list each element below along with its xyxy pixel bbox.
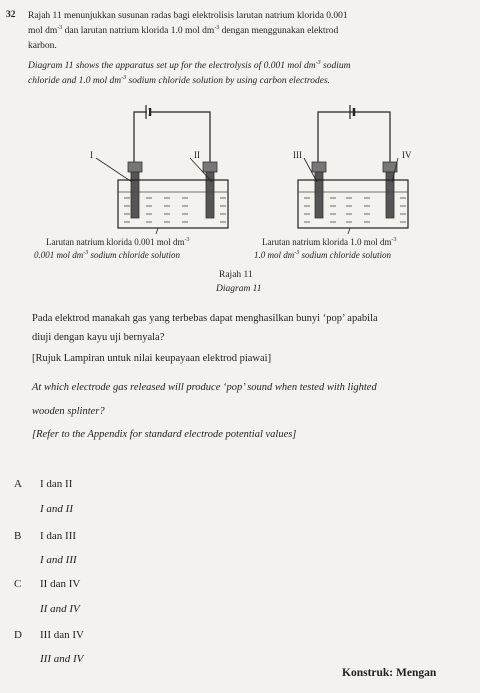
option-c-ms[interactable]: II dan IV xyxy=(40,578,81,590)
electrode-label-3: III xyxy=(293,150,302,160)
left-caption-ms: Larutan natrium klorida 0.001 mol $dm^{-3}$ xyxy=(46,237,190,247)
left-electrolysis-apparatus xyxy=(80,100,230,235)
question-ms-line3: karbon. xyxy=(28,41,57,51)
option-d-letter[interactable]: D xyxy=(14,629,22,641)
question-en-text-1: At which electrode gas released will produce ‘pop’ sound when tested with lighted xyxy=(32,382,377,393)
question-ms-reference: [Rujuk Lampiran untuk nilai keupayaan elektrod piawai] xyxy=(32,353,272,364)
question-ms-text-2: diuji dengan kayu uji bernyala? xyxy=(32,332,165,343)
question-ms-line1: Rajah 11 menunjukkan susunan radas bagi elektrolisis larutan natrium klorida 0.001 xyxy=(28,11,348,21)
electrode-label-2: II xyxy=(194,150,200,160)
question-en-text-2: wooden splinter? xyxy=(32,406,105,417)
option-a-en[interactable]: I and II xyxy=(40,503,73,515)
konstruk-footer: Konstruk: Mengan xyxy=(342,667,437,679)
diagram-title-ms: Rajah 11 xyxy=(219,270,253,280)
option-d-en[interactable]: III and IV xyxy=(40,653,84,665)
option-a-ms[interactable]: I dan II xyxy=(40,478,73,490)
question-en-line1: Diagram 11 shows the apparatus set up for the electrolysis of 0.001 mol $dm^{-3}$ sodium xyxy=(28,59,351,71)
right-caption-ms: Larutan natrium klorida 1.0 mol $dm^{-3}$ xyxy=(262,237,397,247)
electrode-label-4: IV xyxy=(402,150,412,160)
option-c-letter[interactable]: C xyxy=(14,578,22,590)
option-a-letter[interactable]: A xyxy=(14,478,22,490)
diagram-title-en: Diagram 11 xyxy=(216,284,262,294)
question-ms-line2: mol $dm^{-3}$ dan larutan natrium klorida 1.0 mol $dm^{-3}$ dengan menggunakan elektrod xyxy=(28,24,339,36)
option-b-en[interactable]: I and III xyxy=(40,554,77,566)
question-en-reference: [Refer to the Appendix for standard electrode potential values] xyxy=(32,429,297,440)
right-electrolysis-apparatus xyxy=(290,100,440,235)
option-b-letter[interactable]: B xyxy=(14,530,22,542)
electrode-label-1: I xyxy=(90,150,93,160)
right-caption-en: 1.0 mol $dm^{-3}$ sodium chloride solution xyxy=(254,250,391,260)
option-d-ms[interactable]: III dan IV xyxy=(40,629,84,641)
question-number: 32 xyxy=(6,10,16,20)
option-b-ms[interactable]: I dan III xyxy=(40,530,77,542)
left-caption-en: 0.001 mol $dm^{-3}$ sodium chloride solution xyxy=(34,250,180,260)
question-en-line2: chloride and 1.0 mol $dm^{-3}$ sodium chloride solution by using carbon electrodes. xyxy=(28,74,331,86)
option-c-en[interactable]: II and IV xyxy=(40,603,80,615)
question-ms-text-1: Pada elektrod manakah gas yang terbebas dapat menghasilkan bunyi ‘pop’ apabila xyxy=(32,313,378,324)
